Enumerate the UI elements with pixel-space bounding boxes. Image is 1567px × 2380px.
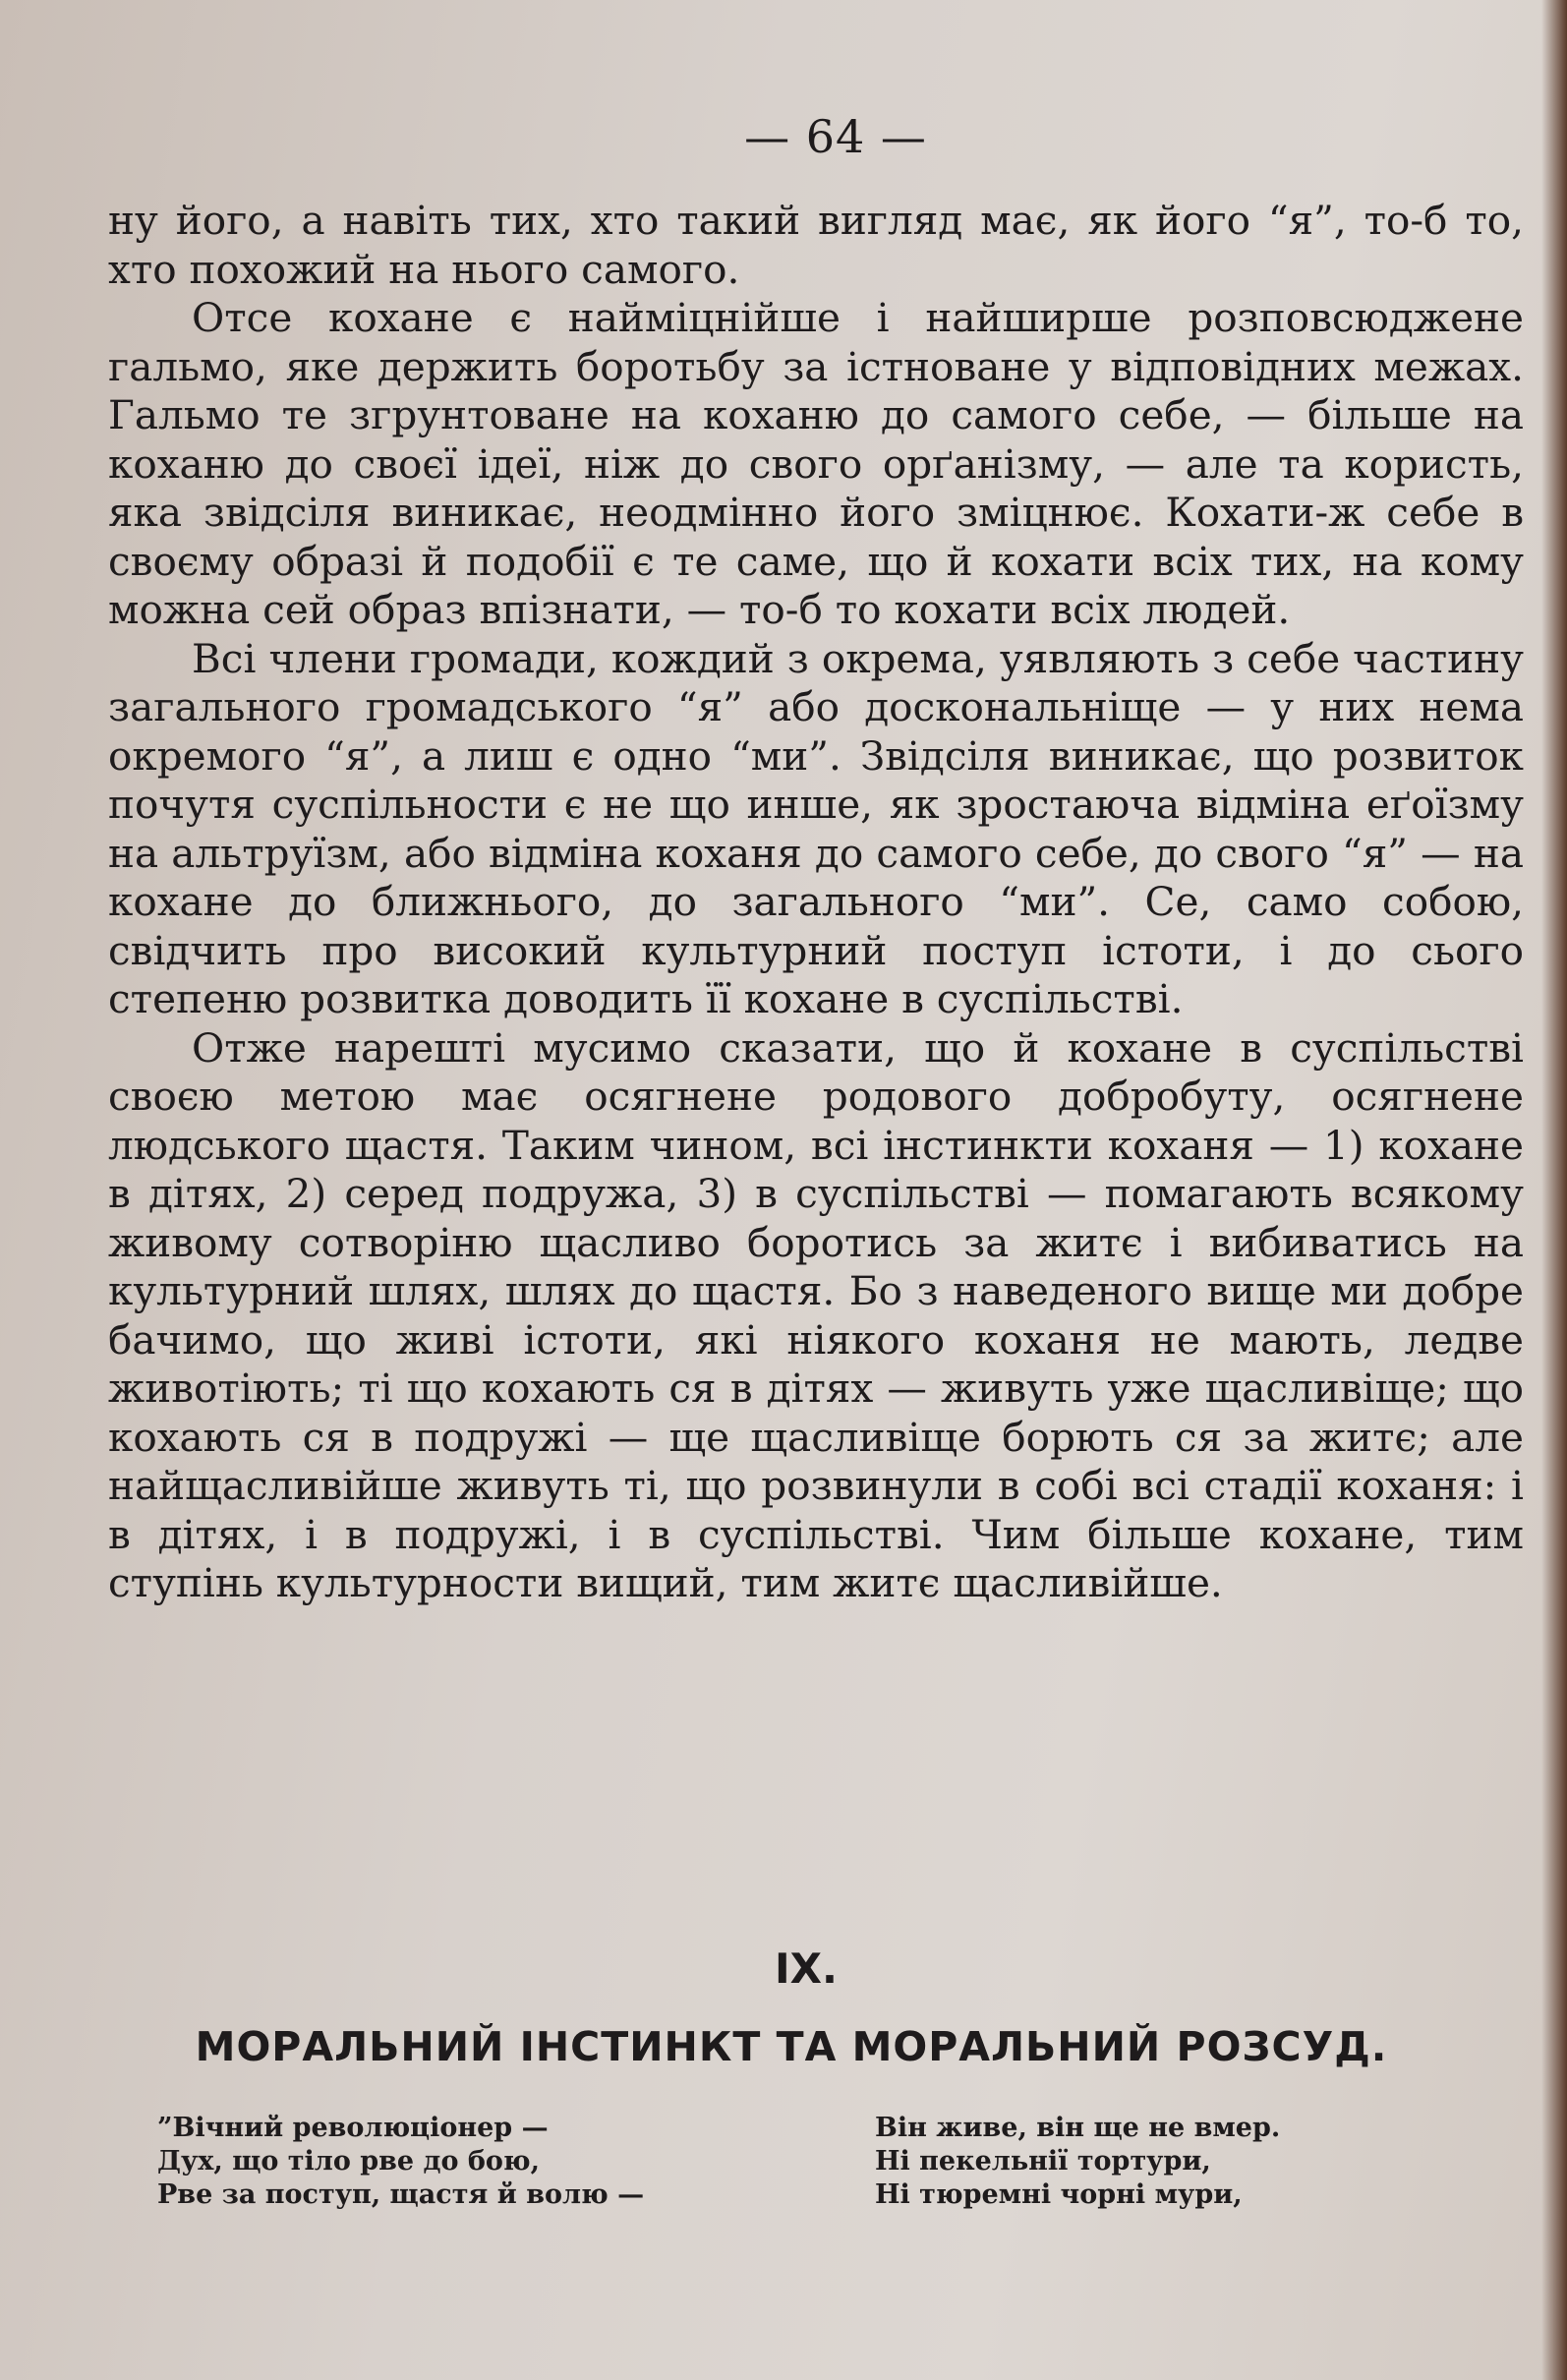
paragraph-4: Отже нарешті мусимо сказати, що й кохане в суспільстві своєю метою має осягнене родового добробуту, осягнене людського щастя. Таким чином, всі інстинкти коханя — 1) кохане в дітях, 2) серед подружа, 3) в суспільстві — помагають всякому живому сотворіню щасливо боротись за житє і вибиватись на культурний шлях, шлях до щастя. Бо з наведеного вище ми добре бачимо, що живі істоти, які ніякого коханя не мають, ледве животіють; ті що кохають ся в дітях — живуть уже щасливіще; що кохають ся в подружі — ще щасливіще борють ся за житє; але найщасливійше живуть ті, що розвинули в собі всі стадії коханя: і в дітях, і в подружі, і в суспільстві. Чим більше кохане, тим ступінь культурности вищий, тим житє щасливійше. <box>108 1023 1524 1606</box>
page-edge-shadow <box>1541 0 1567 2380</box>
body-text <box>108 197 1524 1608</box>
page-number: — 64 — <box>744 110 927 163</box>
epigraph-line: Ні тюремні чорні мури, <box>875 2179 1243 2210</box>
paragraph-1: ну його, а навіть тих, хто такий вигляд має, як його “я”, то-б то, хто похожий на нього самого. <box>108 197 1524 293</box>
section-number: IX. <box>775 1945 838 1993</box>
paragraph-3: Всі члени громади, кождий з окрема, уявляють з себе частину загального громадського “я” або доскональніще — у них нема окремого “я”, а лиш є одно “ми”. Звідсіля виникає, що розвиток почутя суспільности є не що инше, як зростаюча відміна еґоїзму на альтруїзм, або відміна коханя до самого себе, до свого “я” — на кохане до ближнього, до загального “ми”. Се, само собою, свідчить про високий культурний поступ істоти, і до сього степеню розвитка доводить її кохане в суспільстві. <box>108 634 1524 1022</box>
section-title: МОРАЛЬНИЙ ІНСТИНКТ ТА МОРАЛЬНИЙ РОЗСУД. <box>195 2023 1388 2070</box>
epigraph-right-column <box>875 2112 1465 2212</box>
epigraph-left-column <box>157 2112 747 2212</box>
epigraph-line: Він живе, він ще не вмер. <box>875 2113 1281 2143</box>
epigraph-line: Рве за поступ, щастя й волю — <box>157 2179 645 2210</box>
paragraph-2: Отсе кохане є найміцнійше і найширше розповсюджене гальмо, яке держить боротьбу за істноване у відповідних межах. Гальмо те згрунтоване на коханю до самого себе, — більше на коханю до своєї ідеї, ніж до свого орґанізму, — але та користь, яка звідсіля виникає, неодмінно його зміцнює. Кохати-ж себе в своєму образі й подобії є те саме, що й кохати всіх тих, на кому можна сей образ впізнати, — то-б то кохати всіх людей. <box>108 294 1524 633</box>
epigraph-line: Дух, що тіло рве до бою, <box>157 2146 540 2177</box>
epigraph-line: ”Вічний революціонер — <box>157 2113 549 2143</box>
epigraph-line: Ні пекельнії тортури, <box>875 2146 1211 2177</box>
